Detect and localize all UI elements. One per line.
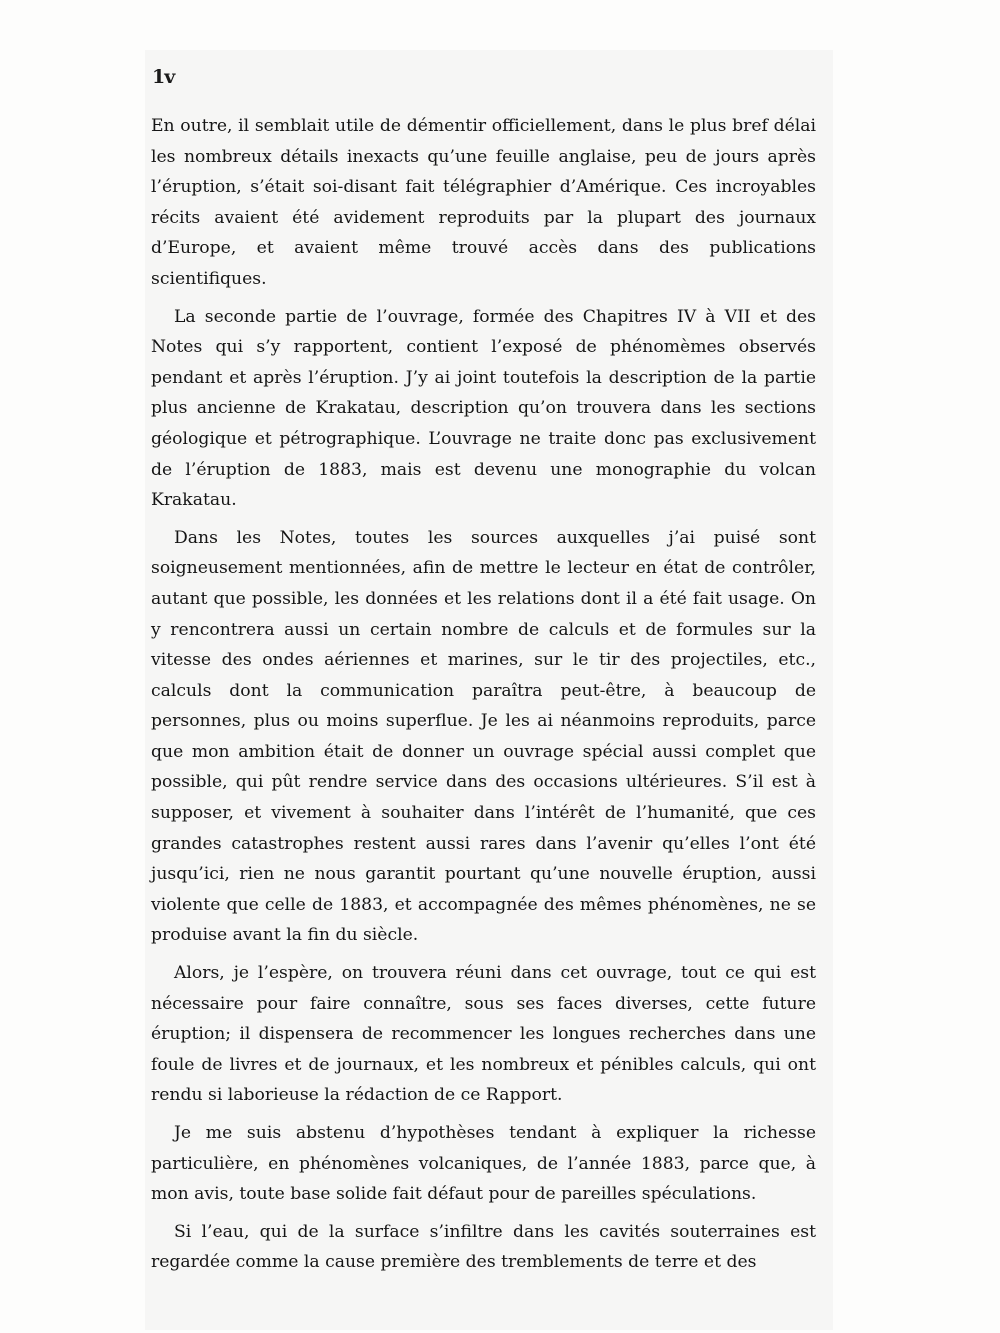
paragraph: Si l’eau, qui de la surface s’infiltre dans les cavités souterraines est regardée comme la cause première des tremblements de terre et des bbox=[151, 1221, 816, 1273]
paragraph: Je me suis abstenu d’hypothèses tendant à expliquer la richesse particulière, en phénomènes volcaniques, de l’année 1883, parce que, à mon avis, toute base solide fait défaut pour de pareilles spéculations. bbox=[151, 1123, 816, 1205]
paragraph: En outre, il semblait utile de démentir officiellement, dans le plus bref délai les nombreux détails inexacts qu’une feuille anglaise, peu de jours après l’éruption, s’était soi-disant fait télégraphier d’Amérique. Ces incroyables récits avaient été avidement reproduits par la plupart des journaux d’Europe, et avaient même trouvé accès dans des publications scientifiques. bbox=[151, 116, 816, 289]
body-text bbox=[151, 111, 816, 1285]
paragraph: Dans les Notes, toutes les sources auxquelles j’ai puisé sont soigneusement mentionnées, afin de mettre le lecteur en état de contrôler, autant que possible, les données et les relations dont il a été fait usage. On y rencontrera aussi un certain nombre de calculs et de formules sur la vitesse des ondes aériennes et marines, sur le tir des projectiles, etc., calculs dont la communication paraîtra peut-être, à beaucoup de personnes, plus ou moins superflue. Je les ai néanmoins reproduits, parce que mon ambition était de donner un ouvrage spécial aussi complet que possible, qui pût rendre service dans des occasions ultérieures. S’il est à supposer, et vivement à souhaiter dans l’intérêt de l’humanité, que ces grandes catastrophes restent aussi rares dans l’avenir qu’elles l’ont été jusqu’ici, rien ne nous garantit pourtant qu’une nouvelle éruption, aussi violente que celle de 1883, et accompagnée des mêmes phénomènes, ne se produise avant la fin du siècle. bbox=[151, 527, 816, 946]
page-number: 1ⅴ bbox=[152, 66, 175, 88]
paragraph: Alors, je l’espère, on trouvera réuni dans cet ouvrage, tout ce qui est nécessaire pour faire connaître, sous ses faces diverses, cette future éruption; il dispensera de recommencer les longues recherches dans une foule de livres et de journaux, et les nombreux et pénibles calculs, qui ont rendu si laborieuse la rédaction de ce Rapport. bbox=[151, 963, 816, 1106]
paragraph: La seconde partie de l’ouvrage, formée des Chapitres IV à VII et des Notes qui s’y rapportent, contient l’exposé de phénomèmes observés pendant et après l’éruption. J’y ai joint toutefois la description de la partie plus ancienne de Krakatau, description qu’on trouvera dans les sections géologique et pétrographique. L’ouvrage ne traite donc pas exclusivement de l’éruption de 1883, mais est devenu une monographie du volcan Krakatau. bbox=[151, 306, 816, 511]
